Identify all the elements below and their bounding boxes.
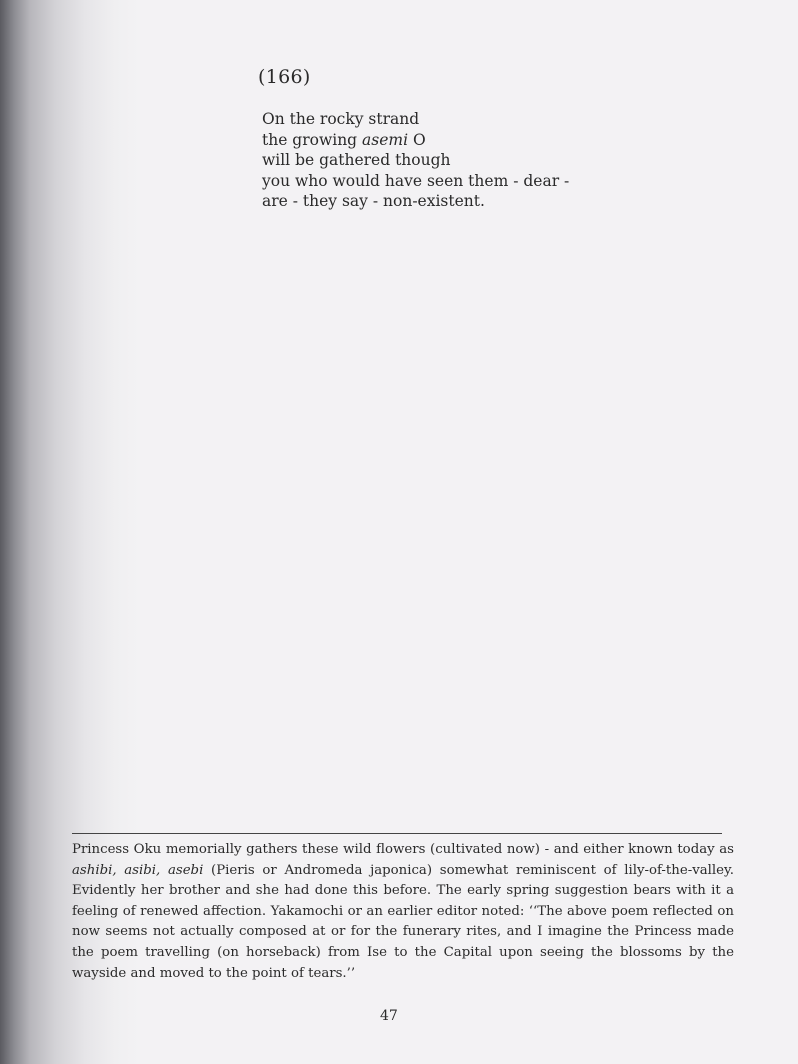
poem-line: will be gathered though — [262, 151, 451, 169]
poem-line: On the rocky strand — [262, 110, 420, 128]
poem-line: are - they say - non-existent. — [262, 192, 485, 210]
poem-line: you who would have seen them - dear - — [262, 171, 570, 190]
commentary-note — [72, 840, 734, 984]
note-text: Princess Oku memorially gathers these wild flowers (cultivated now) - and either known today as — [72, 842, 734, 857]
poem-number: (166) — [258, 66, 311, 88]
poem-text — [262, 109, 569, 212]
poem-line: the growing asemi O — [262, 130, 426, 149]
note-text: (Pieris or Andromeda japonica) somewhat reminiscent of lily-of-the-valley. Evidently her brother and she had done this before. The early spring suggestion bears with it a feeling of renewed affection. Yakamochi or an earlier editor noted: ‘‘The above poem reflected on now seems not actually composed at or for the funerary rites, and I imagine the Princess made the poem travelling (on horseback) from Ise to the Capital upon seeing the blossoms by the wayside and moved to the point of tears.’’ — [72, 862, 734, 981]
page-number: 47 — [380, 1008, 398, 1024]
note-plant-names: ashibi, asibi, asebi — [72, 862, 204, 878]
footnote-divider — [72, 833, 722, 834]
